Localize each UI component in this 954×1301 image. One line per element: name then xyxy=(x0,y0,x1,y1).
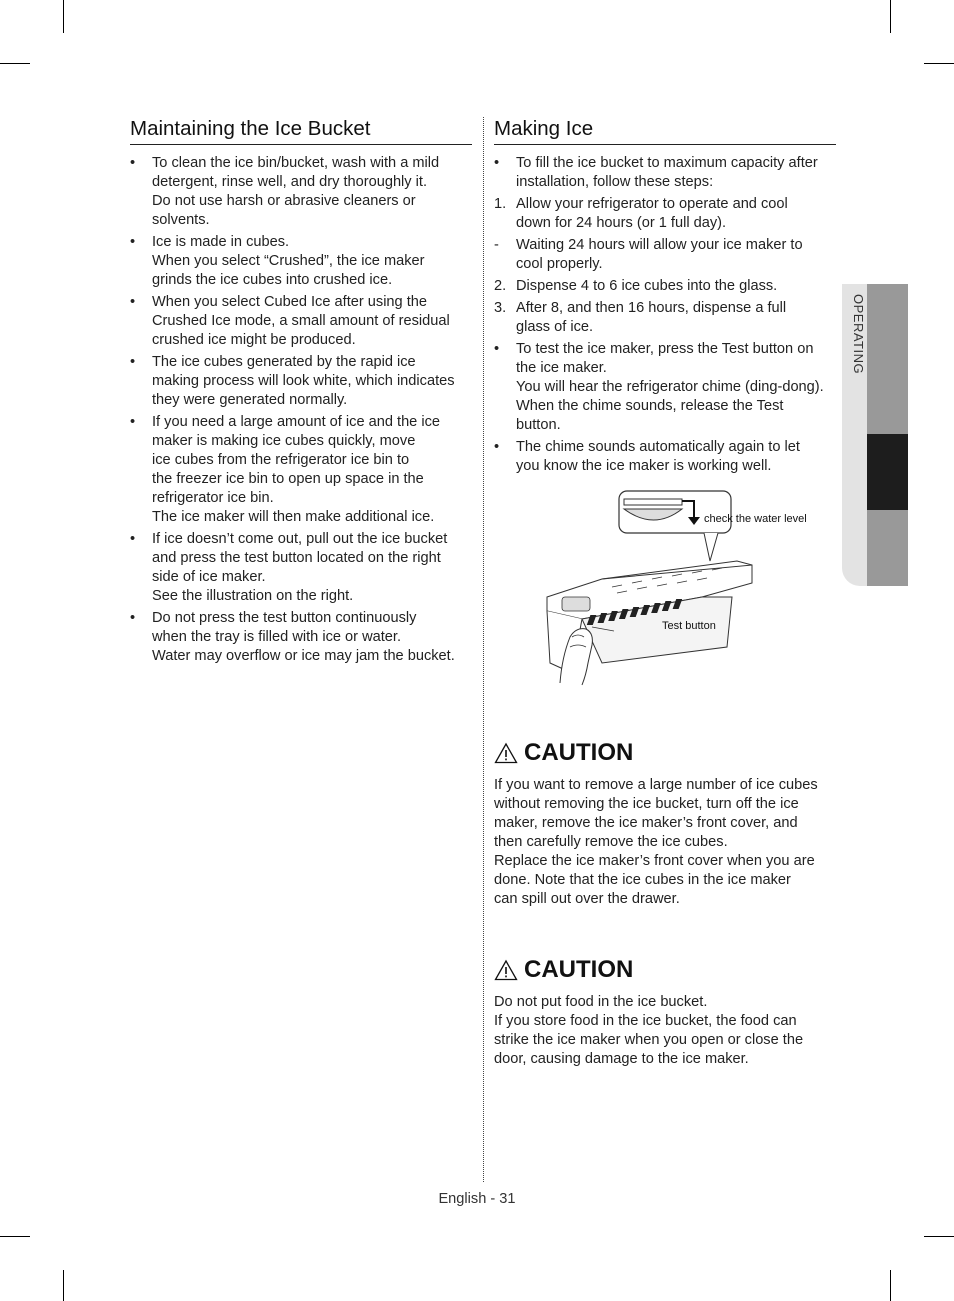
list-item-line: maker is making ice cubes quickly, move xyxy=(152,433,416,449)
list-item xyxy=(494,236,836,274)
warning-icon xyxy=(494,742,518,764)
list-item-line: the freezer ice bin to open up space in the xyxy=(152,471,424,487)
warning-icon xyxy=(494,959,518,981)
list-item xyxy=(130,413,472,527)
list-item-line: To clean the ice bin/bucket, wash with a mild xyxy=(152,155,440,171)
bullet-marker: • xyxy=(130,294,136,310)
list-item xyxy=(494,299,836,337)
bullet-marker: • xyxy=(130,155,136,171)
list-item-line: If ice doesn’t come out, pull out the ice bucket xyxy=(152,531,448,547)
list-item xyxy=(130,233,472,290)
list-item-line: The ice maker will then make additional ice. xyxy=(152,509,435,525)
list-item-line: side of ice maker. xyxy=(152,569,266,585)
list-item-line: Waiting 24 hours will allow your ice maker to xyxy=(516,237,803,253)
list-item-line: To test the ice maker, press the Test button on xyxy=(516,341,814,357)
maintenance-list xyxy=(130,154,472,666)
ice-maker-illustration xyxy=(542,487,842,687)
list-item xyxy=(130,293,472,350)
maintaining-section xyxy=(130,117,472,669)
list-item xyxy=(494,438,836,476)
list-item-line: To fill the ice bucket to maximum capacity after xyxy=(516,155,818,171)
list-item-line: When the chime sounds, release the Test xyxy=(516,398,784,414)
list-item-line: the ice maker. xyxy=(516,360,607,376)
list-item xyxy=(130,530,472,606)
section-heading: Making Ice xyxy=(494,117,836,145)
list-item-line: ice cubes from the refrigerator ice bin to xyxy=(152,452,410,468)
list-item-line: After 8, and then 16 hours, dispense a full xyxy=(516,300,787,316)
crop-mark xyxy=(0,1236,30,1237)
crop-mark xyxy=(63,1270,64,1301)
list-item-line: You will hear the refrigerator chime (ding-dong). xyxy=(516,379,824,395)
crop-mark xyxy=(890,0,891,33)
list-item xyxy=(494,340,836,435)
caution-title-text: CAUTION xyxy=(524,956,634,983)
caution-text xyxy=(494,776,836,909)
list-item-line: See the illustration on the right. xyxy=(152,588,354,604)
caution-line: Replace the ice maker’s front cover when you are xyxy=(494,853,815,869)
list-item-line: Do not use harsh or abrasive cleaners or xyxy=(152,193,416,209)
list-item-line: you know the ice maker is working well. xyxy=(516,458,772,474)
caution-line: strike the ice maker when you open or close the xyxy=(494,1032,804,1048)
caution-line: If you store food in the ice bucket, the food can xyxy=(494,1013,797,1029)
list-item-line: If you need a large amount of ice and the ice xyxy=(152,414,441,430)
bullet-marker: • xyxy=(130,531,136,547)
crop-mark xyxy=(890,1270,891,1301)
bullet-marker: • xyxy=(130,610,136,626)
caution-line: without removing the ice bucket, turn off the ice xyxy=(494,796,799,812)
crop-mark xyxy=(924,63,954,64)
list-item-line: when the tray is filled with ice or water. xyxy=(152,629,402,645)
caution-title-text: CAUTION xyxy=(524,739,634,766)
crop-mark xyxy=(924,1236,954,1237)
bullet-marker: • xyxy=(130,354,136,370)
list-item-line: they were generated normally. xyxy=(152,392,348,408)
page-number: English - 31 xyxy=(438,1191,516,1207)
list-item-line: Water may overflow or ice may jam the bucket. xyxy=(152,648,455,664)
test-button-label: Test button xyxy=(662,620,716,632)
section-heading: Maintaining the Ice Bucket xyxy=(130,117,472,145)
tab-label: OPERATING xyxy=(851,294,866,375)
list-item-line: cool properly. xyxy=(516,256,603,272)
caution-line: door, causing damage to the ice maker. xyxy=(494,1051,749,1067)
list-marker: - xyxy=(494,237,499,253)
list-item-line: crushed ice might be produced. xyxy=(152,332,356,348)
list-item-line: Allow your refrigerator to operate and cool xyxy=(516,196,788,212)
list-item xyxy=(494,195,836,233)
list-item-line: solvents. xyxy=(152,212,210,228)
making-ice-section xyxy=(494,117,836,479)
list-item-line: detergent, rinse well, and dry thoroughly it. xyxy=(152,174,428,190)
list-item-line: making process will look white, which indicates xyxy=(152,373,455,389)
list-item-line: The ice cubes generated by the rapid ice xyxy=(152,354,416,370)
caution-title xyxy=(494,956,836,984)
list-item-line: down for 24 hours (or 1 full day). xyxy=(516,215,727,231)
list-item xyxy=(130,609,472,666)
list-item xyxy=(494,154,836,192)
bullet-marker: • xyxy=(130,234,136,250)
list-item-line: button. xyxy=(516,417,561,433)
list-marker: 3. xyxy=(494,300,507,316)
list-item-line: installation, follow these steps: xyxy=(516,174,714,190)
list-item xyxy=(130,353,472,410)
list-item-line: When you select Cubed Ice after using the xyxy=(152,294,428,310)
section-tab xyxy=(842,284,908,586)
caution-line: maker, remove the ice maker’s front cover, and xyxy=(494,815,798,831)
caution-text xyxy=(494,993,836,1069)
list-item-line: and press the test button located on the right xyxy=(152,550,441,566)
list-marker: 1. xyxy=(494,196,507,212)
list-marker: • xyxy=(494,341,500,357)
list-item xyxy=(130,154,472,230)
column-divider xyxy=(483,117,484,1182)
caution-line: Do not put food in the ice bucket. xyxy=(494,994,708,1010)
tab-active-marker xyxy=(867,434,908,510)
list-item-line: Crushed Ice mode, a small amount of residual xyxy=(152,313,450,329)
list-marker: • xyxy=(494,155,500,171)
list-item-line: Ice is made in cubes. xyxy=(152,234,290,250)
list-marker: 2. xyxy=(494,278,507,294)
list-item-line: Do not press the test button continuously xyxy=(152,610,417,626)
caution-box-1 xyxy=(494,739,836,909)
bullet-marker: • xyxy=(130,414,136,430)
list-item-line: glass of ice. xyxy=(516,319,594,335)
list-item-line: grinds the ice cubes into crushed ice. xyxy=(152,272,393,288)
caution-line: If you want to remove a large number of ice cubes xyxy=(494,777,818,793)
list-item xyxy=(494,277,836,296)
list-item-line: refrigerator ice bin. xyxy=(152,490,274,506)
water-level-label: check the water level xyxy=(704,513,807,525)
caution-line: done. Note that the ice cubes in the ice maker xyxy=(494,872,791,888)
caution-line: can spill out over the drawer. xyxy=(494,891,680,907)
list-item-line: Dispense 4 to 6 ice cubes into the glass. xyxy=(516,278,778,294)
caution-box-2 xyxy=(494,956,836,1069)
list-item-line: When you select “Crushed”, the ice maker xyxy=(152,253,425,269)
caution-line: then carefully remove the ice cubes. xyxy=(494,834,728,850)
list-marker: • xyxy=(494,439,500,455)
caution-title xyxy=(494,739,836,767)
crop-mark xyxy=(0,63,30,64)
making-ice-list xyxy=(494,154,836,476)
list-item-line: The chime sounds automatically again to let xyxy=(516,439,800,455)
crop-mark xyxy=(63,0,64,33)
